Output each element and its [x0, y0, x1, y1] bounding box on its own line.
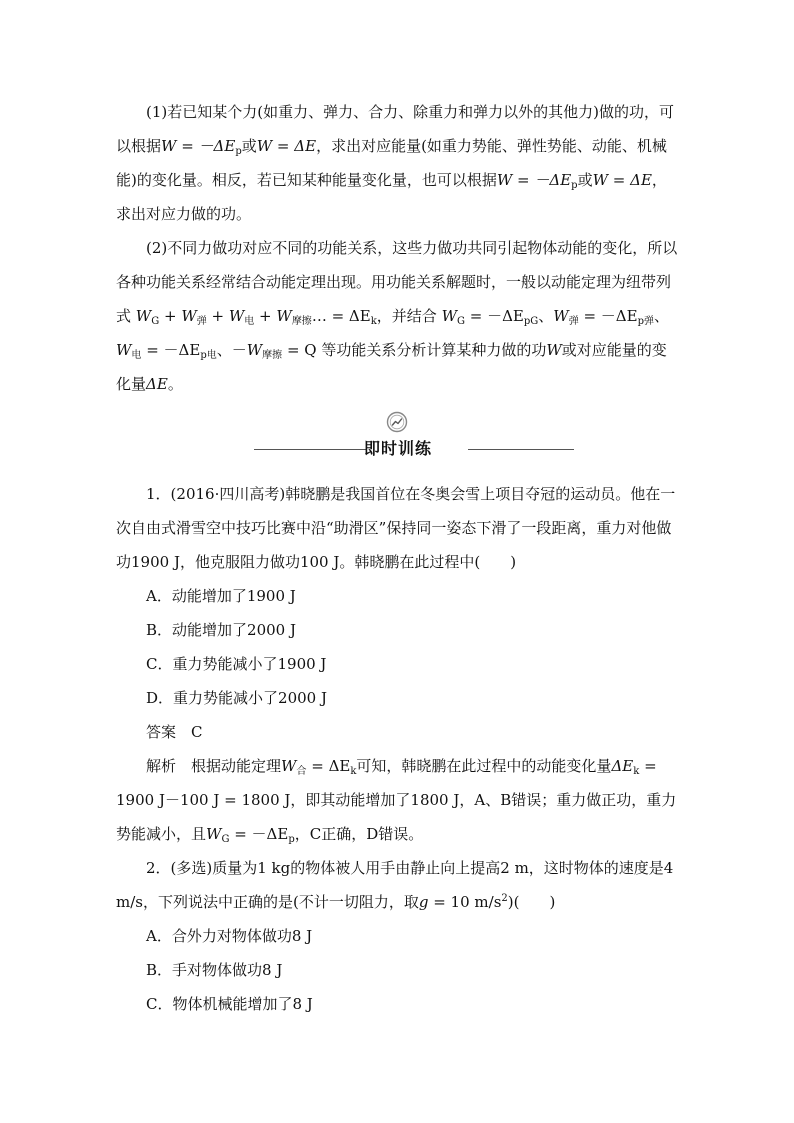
text: +	[254, 307, 277, 325]
text: … = ΔE	[311, 307, 371, 325]
text: = 1900 J－100 J = 1800 J，即其动能增加了1800 J，A、B错误；重力做正功，重力势能减小，且	[116, 757, 677, 843]
paragraph-work-energy-2	[116, 231, 680, 401]
text: 、	[538, 307, 554, 325]
subscript: 弹	[568, 316, 579, 327]
formula: g	[418, 893, 429, 911]
subscript: p	[288, 834, 295, 845]
question-1-answer	[116, 715, 680, 749]
formula: W	[116, 341, 132, 359]
subscript: 摩擦	[262, 350, 283, 361]
formula: ΔE	[611, 757, 634, 775]
text: = Q	[282, 341, 317, 359]
text: +	[159, 307, 182, 325]
question-1-option-a: A．动能增加了1900 J	[146, 587, 296, 605]
subscript: k	[633, 766, 640, 777]
text: 。	[167, 375, 183, 393]
document-page	[116, 95, 680, 1021]
subscript: 摩擦	[291, 316, 312, 327]
formula: W	[546, 341, 562, 359]
text: +	[206, 307, 229, 325]
text: 等功能关系分析计算某种力做的功	[321, 341, 547, 359]
formula: W = －ΔE	[496, 171, 572, 189]
subscript: G	[221, 834, 230, 845]
subscript: G	[456, 316, 465, 327]
text: ，求出对应力做的功。	[116, 171, 667, 223]
answer-value: C	[191, 723, 203, 741]
text: 可知，韩晓鹏在此过程中的动能变化量	[356, 757, 612, 775]
text: 2．(多选)质量为1 kg的物体被人用手由静止向上提高2 m，这时物体的速度是4 m/s，下列说法中正确的是(不计一切阻力，取	[116, 859, 674, 911]
subscript: 电	[244, 316, 255, 327]
text: = －ΔE	[229, 825, 289, 843]
subscript: p电	[200, 350, 217, 361]
divider-right	[468, 449, 574, 450]
text: ，C正确，D错误。	[294, 825, 424, 843]
question-2-option-b: B．手对物体做功8 J	[146, 961, 283, 979]
section-header	[116, 403, 680, 477]
text: = ΔE	[306, 757, 351, 775]
subscript: 合	[296, 766, 307, 777]
formula: W	[135, 307, 152, 325]
formula: W	[281, 757, 297, 775]
subscript: 弹	[196, 316, 207, 327]
subscript: k	[350, 766, 357, 777]
formula: W	[206, 825, 222, 843]
question-1-analysis	[116, 749, 680, 851]
question-1-stem: 1．(2016·四川高考)韩晓鹏是我国首位在冬奥会雪上项目夺冠的运动员。他在一次自由式滑雪空中技巧比赛中沿“助滑区”保持同一姿态下滑了一段距离，重力对他做功1900 J，他克服阻力做功100 J。韩晓鹏在此过程中( )	[116, 485, 676, 571]
formula: ΔE	[146, 375, 168, 393]
formula: W	[553, 307, 569, 325]
question-1-option-c: C．重力势能减小了1900 J	[146, 655, 327, 673]
text: 、	[654, 307, 670, 325]
text: ，求出对应能量(如重力势能、弹性势能、动能、机械能)的变化量。相反，若已知某种能量变化量，也可以根据	[116, 137, 667, 189]
formula: W	[246, 341, 263, 359]
subscript: pG	[523, 316, 539, 327]
formula: W	[441, 307, 457, 325]
formula: W	[276, 307, 292, 325]
chart-badge-icon	[386, 411, 408, 433]
text: 或对应能量的变化量	[116, 341, 667, 393]
text: )( )	[507, 893, 556, 911]
subscript: G	[151, 316, 160, 327]
text: (2)不同力做功对应不同的功能关系，这些力做功共同引起物体动能的变化，所以各种功能关系经常结合动能定理出现。用功能关系解题时，一般以动能定理为纽带列式	[116, 239, 678, 325]
formula: W = ΔE	[256, 137, 317, 155]
text: = －ΔE	[464, 307, 524, 325]
subscript: k	[370, 316, 377, 327]
question-2-stem	[116, 851, 680, 919]
text: = －ΔE	[578, 307, 638, 325]
subscript: p	[235, 146, 242, 157]
text: = －ΔE	[141, 341, 201, 359]
text: 或	[241, 137, 257, 155]
text: 、	[216, 341, 232, 359]
text: 或	[577, 171, 593, 189]
formula: W = －ΔE	[161, 137, 236, 155]
answer-label: 答案	[146, 723, 177, 741]
section-title: 即时训练	[363, 439, 432, 458]
subscript: p弹	[637, 316, 654, 327]
text: (1)若已知某个力(如重力、弹力、合力、除重力和弹力以外的其他力)做的功，可以根据	[116, 103, 674, 155]
question-2-option-a: A．合外力对物体做功8 J	[146, 927, 313, 945]
text: －	[231, 341, 247, 359]
question-2-option-c: C．物体机械能增加了8 J	[146, 995, 313, 1013]
subscript: p	[571, 180, 578, 191]
subscript: 电	[131, 350, 142, 361]
analysis-label: 解析	[146, 757, 177, 775]
text: 根据动能定理	[191, 757, 282, 775]
formula: W	[228, 307, 245, 325]
paragraph-work-energy-1	[116, 95, 680, 231]
text: = 10 m/s	[428, 893, 502, 911]
question-1-option-d: D．重力势能减小了2000 J	[146, 689, 327, 707]
text: ，并结合	[376, 307, 437, 325]
formula: W	[181, 307, 197, 325]
formula: W = ΔE	[592, 171, 652, 189]
superscript: 2	[501, 893, 508, 904]
question-1-option-b: B．动能增加了2000 J	[146, 621, 296, 639]
